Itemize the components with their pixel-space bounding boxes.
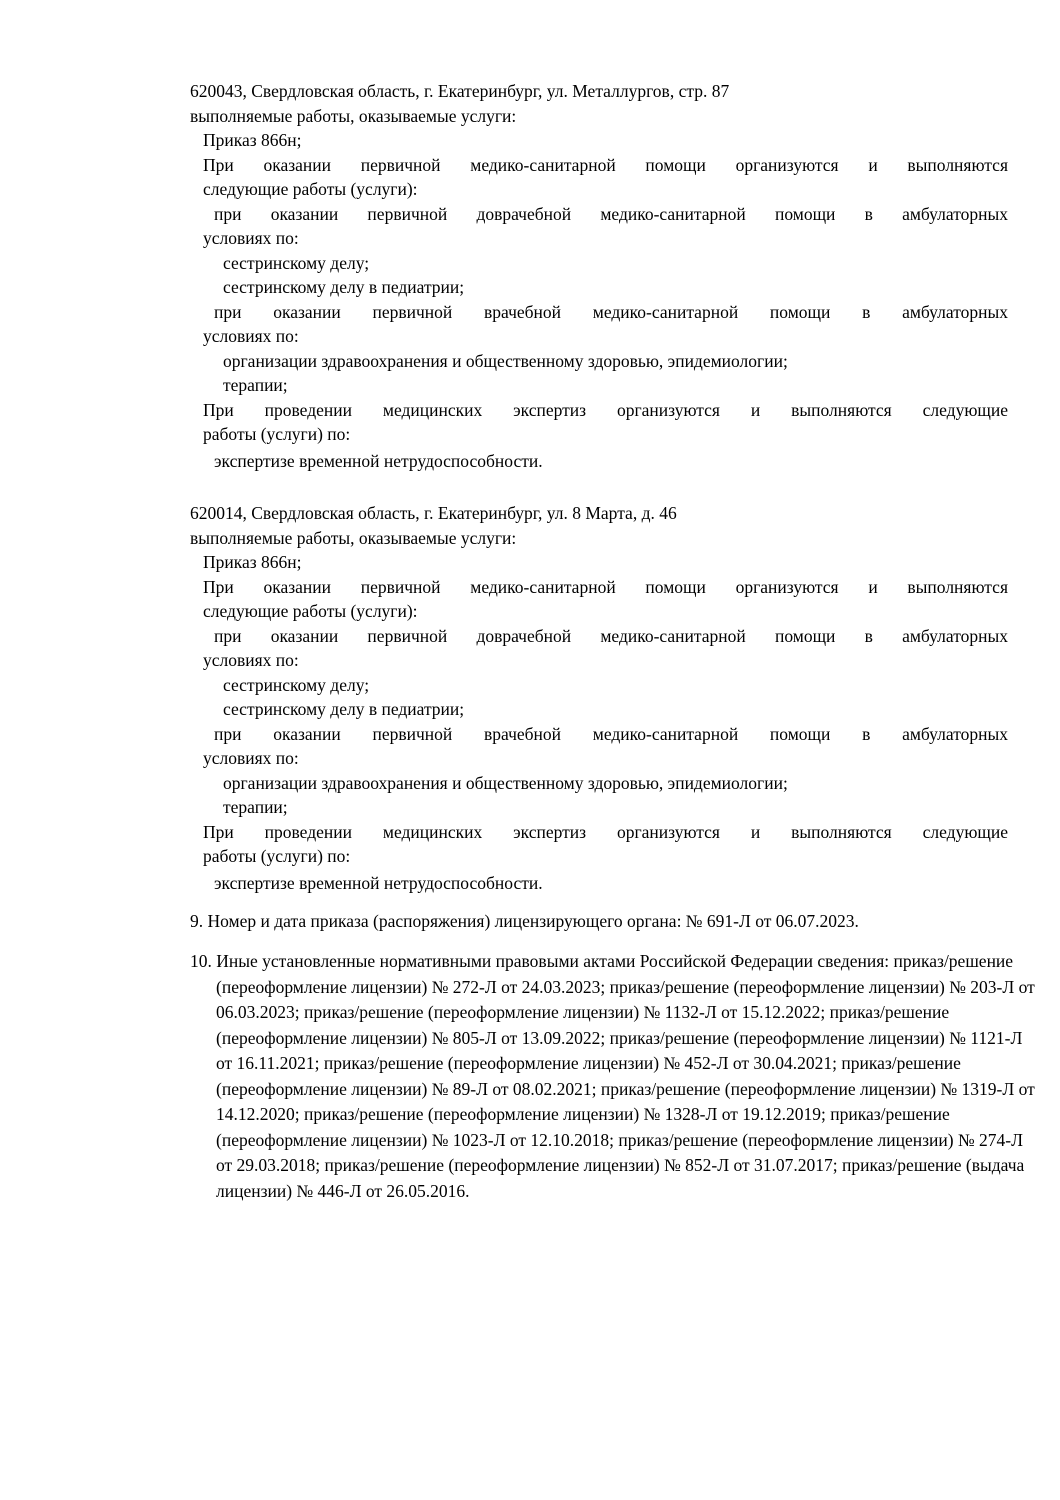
vrach-line-1: при оказании первичной врачебной медико-санитарной помощи в амбулаторных	[214, 302, 1008, 322]
dovrach-line-2: условиях по:	[203, 650, 299, 670]
dovrach-line-1: при оказании первичной доврачебной медико-санитарной помощи в амбулаторных	[214, 204, 1008, 224]
pmsp-line-2: следующие работы (услуги):	[203, 601, 418, 621]
item-expertise: экспертизе временной нетрудоспособности.	[214, 873, 543, 893]
expertise-line-2: работы (услуги) по:	[203, 424, 351, 444]
item-nursing-pediatrics: сестринскому делу в педиатрии;	[223, 699, 465, 719]
pmsp-line-1: При оказании первичной медико-санитарной помощи организуются и выполняются	[203, 155, 1008, 175]
order-ref: Приказ 866н;	[203, 130, 302, 150]
expertise-line-1: При проведении медицинских экспертиз организуются и выполняются следующие	[203, 822, 1008, 842]
works-label: выполняемые работы, оказываемые услуги:	[190, 528, 517, 548]
pmsp-line-2: следующие работы (услуги):	[203, 179, 418, 199]
item-nursing-pediatrics: сестринскому делу в педиатрии;	[223, 277, 465, 297]
item-nursing: сестринскому делу;	[223, 253, 370, 273]
item-org-health: организации здравоохранения и общественному здоровью, эпидемиологии;	[223, 351, 788, 371]
pmsp-line-1: При оказании первичной медико-санитарной помощи организуются и выполняются	[203, 577, 1008, 597]
vrach-line-2: условиях по:	[203, 326, 299, 346]
expertise-line-2: работы (услуги) по:	[203, 846, 351, 866]
item-nursing: сестринскому делу;	[223, 675, 370, 695]
vrach-line-1: при оказании первичной врачебной медико-санитарной помощи в амбулаторных	[214, 724, 1008, 744]
works-label: выполняемые работы, оказываемые услуги:	[190, 106, 517, 126]
section-address: 620014, Свердловская область, г. Екатеринбург, ул. 8 Марта, д. 46	[190, 503, 677, 523]
item-9-order-number-date: 9. Номер и дата приказа (распоряжения) лицензирующего органа: № 691-Л от 06.07.2023.	[190, 911, 859, 931]
item-expertise: экспертизе временной нетрудоспособности.	[214, 451, 543, 471]
vrach-line-2: условиях по:	[203, 748, 299, 768]
dovrach-line-2: условиях по:	[203, 228, 299, 248]
order-ref: Приказ 866н;	[203, 552, 302, 572]
item-org-health: организации здравоохранения и общественному здоровью, эпидемиологии;	[223, 773, 788, 793]
item-therapy: терапии;	[223, 375, 288, 395]
section-address: 620043, Свердловская область, г. Екатеринбург, ул. Металлургов, стр. 87	[190, 81, 730, 101]
expertise-line-1: При проведении медицинских экспертиз организуются и выполняются следующие	[203, 400, 1008, 420]
dovrach-line-1: при оказании первичной доврачебной медико-санитарной помощи в амбулаторных	[214, 626, 1008, 646]
item-therapy: терапии;	[223, 797, 288, 817]
item-10-other-info: 10. Иные установленные нормативными правовыми актами Российской Федерации сведения: приказ/решение (переоформление лицензии) № 272-Л от 24.03.2023; приказ/решение (переоформление лицензии) № 203-Л от 06.03.2023; приказ/решение (переоформление лицензии) № 1132-Л от 15.12.2022; приказ/решение (переоформление лицензии) № 805-Л от 13.09.2022; приказ/решение (переоформление лицензии) № 1121-Л от 16.11.2021; приказ/решение (переоформление лицензии) № 452-Л от 30.04.2021; приказ/решение (переоформление лицензии) № 89-Л от 08.02.2021; приказ/решение (переоформление лицензии) № 1319-Л от 14.12.2020; приказ/решение (переоформление лицензии) № 1328-Л от 19.12.2019; приказ/решение (переоформление лицензии) № 1023-Л от 12.10.2018; приказ/решение (переоформление лицензии) № 274-Л от 29.03.2018; приказ/решение (переоформление лицензии) № 852-Л от 31.07.2017; приказ/решение (выдача лицензии) № 446-Л от 26.05.2016.	[190, 951, 1035, 1201]
